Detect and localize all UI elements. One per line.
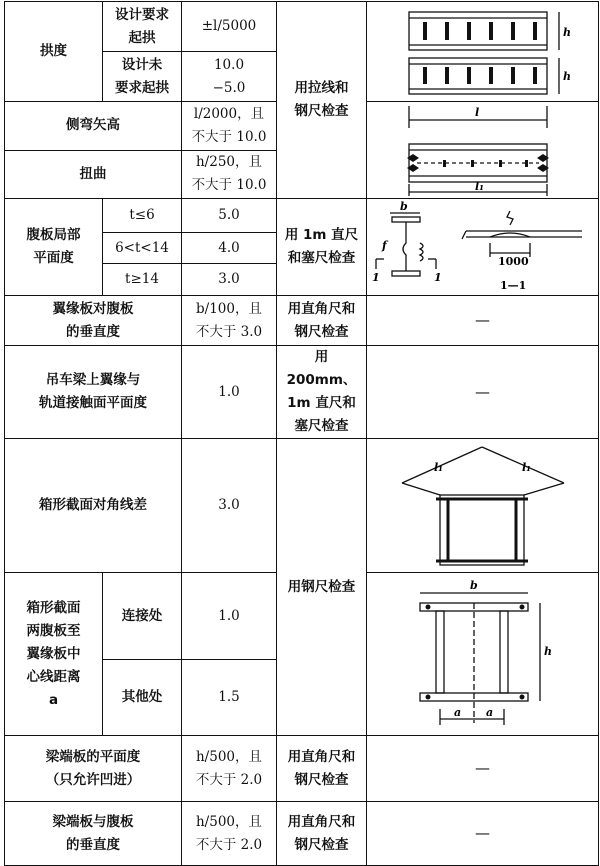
web-section-label: 1—1 xyxy=(500,279,527,292)
end-perp-method: 用直角尺和 钢尺检查 xyxy=(277,802,367,866)
end-perp-figure: — xyxy=(367,802,599,866)
camber-h-label: h xyxy=(562,25,571,39)
flange-perp-value: b/100，且 不大于 3.0 xyxy=(182,296,277,346)
camber-label: 拱度 xyxy=(5,2,103,102)
sweep-l-label: l xyxy=(474,106,479,119)
camber-undesigned-label: 设计未 要求起拱 xyxy=(103,52,182,102)
web-section-1-left: 1 xyxy=(372,271,380,284)
end-flat-value: h/500，且 不大于 2.0 xyxy=(182,736,277,802)
web-flatness-v2: 4.0 xyxy=(182,232,277,264)
box-a-left: a xyxy=(453,706,461,719)
box-b-label: b xyxy=(469,579,478,592)
web-flatness-c3: t≥14 xyxy=(103,264,182,296)
box-dist-figure xyxy=(398,579,568,729)
flange-perp-label: 翼缘板对腹板 的垂直度 xyxy=(5,296,182,346)
web-flatness-c1: t≤6 xyxy=(103,199,182,233)
camber-h-label-2: h xyxy=(562,69,571,83)
web-f-label: f xyxy=(382,239,387,252)
twist-value: h/250，且 不大于 10.0 xyxy=(182,150,277,199)
tolerance-table xyxy=(4,1,599,866)
web-flatness-figure-cell xyxy=(367,199,599,296)
box-dist-label: 箱形截面 两腹板至 翼缘板中 心线距离 a xyxy=(5,573,103,736)
sweep-label: 侧弯矢高 xyxy=(5,102,182,151)
web-flatness-label: 腹板局部 平面度 xyxy=(5,199,103,296)
web-flatness-v3: 3.0 xyxy=(182,264,277,296)
box-diag-figure xyxy=(398,443,568,569)
camber-designed-value: ±l/5000 xyxy=(182,2,277,52)
box-l1-left: l₁ xyxy=(433,460,443,474)
box-diag-value: 3.0 xyxy=(182,439,277,573)
box-dist-v2: 1.5 xyxy=(182,660,277,736)
box-l1-right: l₁ xyxy=(521,460,531,474)
camber-figure-cell xyxy=(367,2,599,102)
box-dist-c1: 连接处 xyxy=(103,573,182,660)
web-dim-1000: 1000 xyxy=(498,255,529,268)
end-flat-method: 用直角尺和 钢尺检查 xyxy=(277,736,367,802)
box-method: 用钢尺检查 xyxy=(277,439,367,736)
box-diag-figure-cell xyxy=(367,439,599,573)
end-flat-label: 梁端板的平面度 （只允许凹进） xyxy=(5,736,182,802)
box-dist-c2: 其他处 xyxy=(103,660,182,736)
camber-method xyxy=(277,2,367,199)
sweep-value: l/2000，且 不大于 10.0 xyxy=(182,102,277,151)
box-dist-v1: 1.0 xyxy=(182,573,277,660)
crane-flange-figure: — xyxy=(367,346,599,439)
end-flat-figure: — xyxy=(367,736,599,802)
flange-perp-method: 用直角尺和 钢尺检查 xyxy=(277,296,367,346)
crane-flange-method: 用 200mm、 1m 直尺和 塞尺检查 xyxy=(277,346,367,439)
crane-flange-label: 吊车梁上翼缘与 轨道接触面平面度 xyxy=(5,346,182,439)
twist-l1-label: l₁ xyxy=(474,180,484,193)
web-b-label: b xyxy=(400,200,408,213)
box-dist-figure-cell xyxy=(367,573,599,736)
end-perp-value: h/500，且 不大于 2.0 xyxy=(182,802,277,866)
sweep-twist-figure xyxy=(383,102,583,198)
sweep-twist-figure-cell xyxy=(367,102,599,199)
twist-label: 扭曲 xyxy=(5,150,182,199)
camber-figure xyxy=(383,6,583,98)
flange-perp-figure: — xyxy=(367,296,599,346)
camber-designed-label: 设计要求 起拱 xyxy=(103,2,182,52)
box-diag-label: 箱形截面对角线差 xyxy=(5,439,182,573)
web-section-1-right: 1 xyxy=(434,271,442,284)
web-flatness-method: 用 1m 直尺 和塞尺检查 xyxy=(277,199,367,296)
web-flatness-figure xyxy=(370,199,595,295)
box-a-right: a xyxy=(485,706,493,719)
box-h-label: h xyxy=(543,645,552,658)
crane-flange-value: 1.0 xyxy=(182,346,277,439)
end-perp-label: 梁端板与腹板 的垂直度 xyxy=(5,802,182,866)
camber-undesigned-value: 10.0 −5.0 xyxy=(182,52,277,102)
web-flatness-c2: 6<t<14 xyxy=(103,232,182,264)
camber-method-text: 用拉线和 钢尺检查 xyxy=(294,80,349,119)
web-flatness-v1: 5.0 xyxy=(182,199,277,233)
